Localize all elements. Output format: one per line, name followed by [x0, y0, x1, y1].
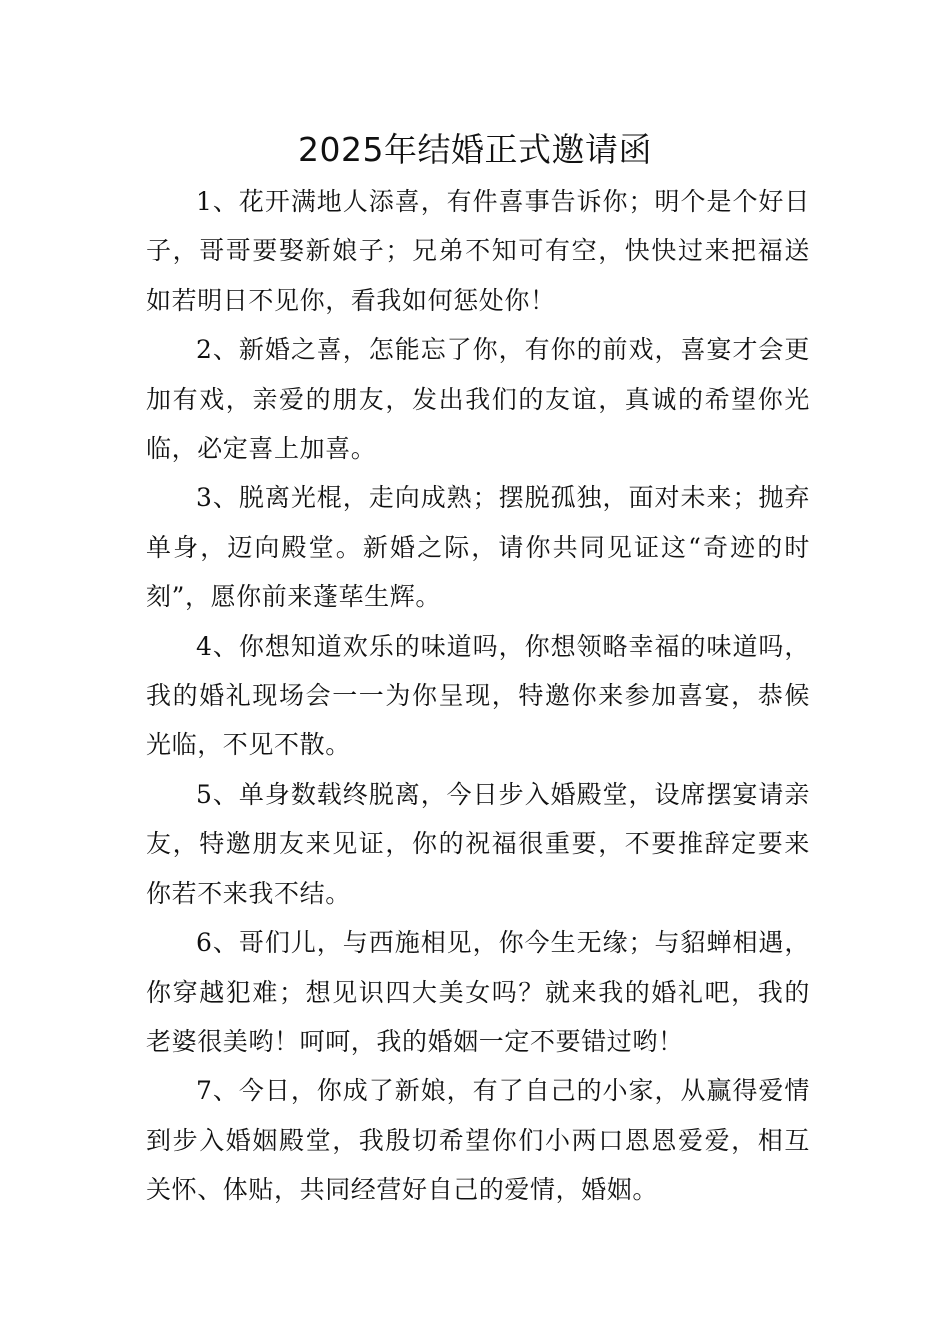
- document-body: [146, 177, 810, 1215]
- paragraph-4: 4、你想知道欢乐的味道吗，你想领略幸福的味道吗，我的婚礼现场会一一为你呈现，特邀你来参加喜宴，恭候光临，不见不散。: [146, 631, 810, 760]
- paragraph-7: 7、今日，你成了新娘，有了自己的小家，从赢得爱情到步入婚姻殿堂，我殷切希望你们小两口恩恩爱爱，相互关怀、体贴，共同经营好自己的爱情，婚姻。: [146, 1076, 810, 1205]
- paragraph-6: 6、哥们儿，与西施相见，你今生无缘；与貂蝉相遇，你穿越犯难；想见识四大美女吗？就来我的婚礼吧，我的老婆很美哟！呵呵，我的婚姻一定不要错过哟！: [146, 928, 810, 1056]
- paragraph-3: 3、脱离光棍，走向成熟；摆脱孤独，面对未来；抛弃单身，迈向殿堂。新婚之际，请你共同见证这“奇迹的时刻”，愿你前来蓬荜生辉。: [146, 483, 810, 612]
- paragraph-5: 5、单身数载终脱离，今日步入婚殿堂，设席摆宴请亲友，特邀朋友来见证，你的祝福很重要，不要推辞定要来你若不来我不结。: [146, 779, 810, 908]
- document-title: 2025年结婚正式邀请函: [298, 130, 652, 169]
- paragraph-2: 2、新婚之喜，怎能忘了你，有你的前戏，喜宴才会更加有戏，亲爱的朋友，发出我们的友谊，真诚的希望你光临，必定喜上加喜。: [146, 335, 810, 464]
- paragraph-1: 1、花开满地人添喜，有件喜事告诉你；明个是个好日子，哥哥要娶新娘子；兄弟不知可有空，快快过来把福送如若明日不见你，看我如何惩处你！: [146, 187, 810, 315]
